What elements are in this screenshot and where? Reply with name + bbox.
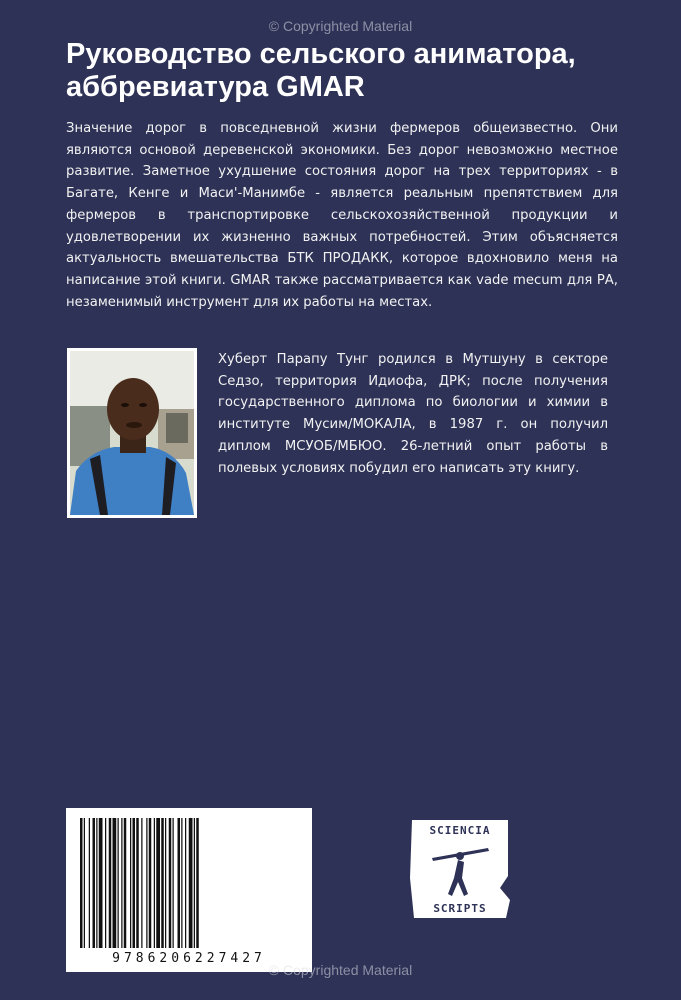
copyright-watermark-bottom: © Copyrighted Material — [268, 962, 413, 978]
author-photo — [67, 348, 197, 518]
barcode-bars — [78, 818, 300, 948]
publisher-name-bottom: SCRIPTS — [433, 902, 487, 915]
publisher-logo — [408, 818, 512, 920]
book-title: Руководство сельского аниматора, аббревиатура GMAR — [66, 38, 576, 103]
isbn-barcode — [66, 808, 312, 972]
copyright-watermark-top: © Copyrighted Material — [268, 18, 413, 34]
book-description: Значение дорог в повседневной жизни фермеров общеизвестно. Они являются основой деревенской экономики. Без дорог невозможно местное развитие. Заметное ухудшение состояния дорог на трех территориях - в Багате, Кенге и Маси'-Манимбе - является реальным препятствием для фермеров в транспортировке сельскохозяйственной продукции и удовлетворении их жизненно важных потребностей. Этим объясняется актуальность вмешательства БТК ПРОДАКК, которое вдохновило меня на написание этой книги. GMAR также рассматривается как vade mecum для РА, незаменимый инструмент для их работы на местах. — [66, 121, 618, 310]
isbn-number: 9786206227427 — [112, 951, 266, 966]
publisher-name-top: SCIENCIA — [429, 824, 491, 837]
author-bio: Хуберт Парапу Тунг родился в Мутшуну в секторе Седзо, территория Идиофа, ДРК; после получения государственного диплома по биологии и химии в институте Мусим/МОКАЛА, в 1987 г. он получил диплом МСУОБ/МБЮО. 26-летний опыт работы в полевых условиях побудил его написать эту книгу. — [218, 352, 608, 476]
